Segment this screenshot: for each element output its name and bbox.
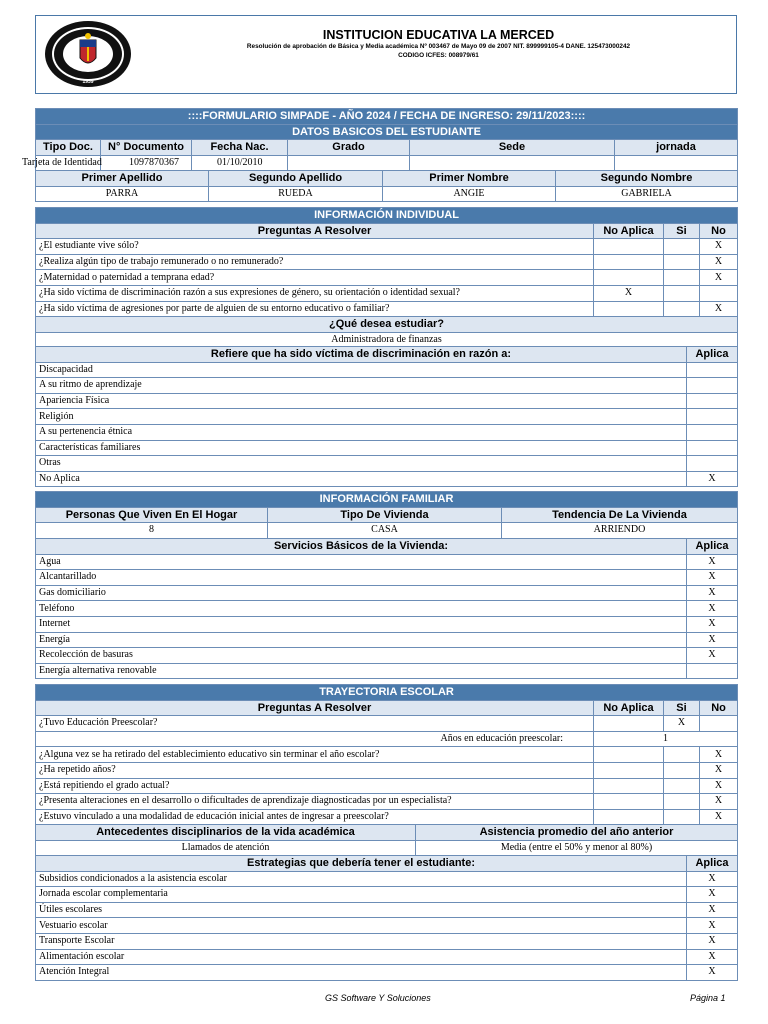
discrimination-aplica <box>687 362 738 378</box>
service-item: Energía <box>36 632 687 648</box>
header-documento: N° Documento <box>101 140 192 156</box>
discrimination-item: Características familiares <box>36 440 687 456</box>
answer-no: X <box>700 778 738 794</box>
answer-si <box>664 301 700 317</box>
discrimination-table <box>35 346 738 487</box>
discrimination-item: Discapacidad <box>36 362 687 378</box>
strategies-table <box>35 855 738 981</box>
strategy-aplica: X <box>687 965 738 981</box>
header-aplica: Aplica <box>687 347 738 363</box>
discipline-attendance-table <box>35 824 738 856</box>
answer-no: X <box>700 270 738 286</box>
header-no: No <box>700 223 738 239</box>
header-personas: Personas Que Viven En El Hogar <box>36 507 268 523</box>
names-table <box>35 170 738 202</box>
answer-no-aplica <box>594 762 664 778</box>
header-si: Si <box>664 700 700 716</box>
answer-no: X <box>700 809 738 825</box>
service-aplica <box>687 663 738 679</box>
header-estrategias: Estrategias que debería tener el estudiante: <box>36 856 687 872</box>
answer-no <box>700 716 738 732</box>
service-item: Internet <box>36 616 687 632</box>
header-grado: Grado <box>288 140 410 156</box>
family-info-title: INFORMACIÓN FAMILIAR <box>36 492 738 508</box>
header-aplica: Aplica <box>687 539 738 555</box>
sede-value <box>410 155 615 171</box>
individual-info-table <box>35 207 738 348</box>
strategy-aplica: X <box>687 871 738 887</box>
answer-no-aplica: X <box>594 285 664 301</box>
question-discriminacion: ¿Ha sido víctima de discriminación razón a sus expresiones de género, su orientación o identidad sexual? <box>36 285 594 301</box>
answer-si <box>664 747 700 763</box>
footer-page-number: Página 1 <box>690 993 726 1003</box>
discrimination-aplica: X <box>687 471 738 487</box>
answer-no: X <box>700 747 738 763</box>
logo-year: 1939 <box>82 79 94 85</box>
header-que-desea-estudiar: ¿Qué desea estudiar? <box>36 317 738 333</box>
header-primer-apellido: Primer Apellido <box>36 171 209 187</box>
institution-name: INSTITUCION EDUCATIVA LA MERCED <box>322 28 555 42</box>
question-repitiendo: ¿Está repitiendo el grado actual? <box>36 778 594 794</box>
header-jornada: jornada <box>615 140 738 156</box>
strategy-item: Atención Integral <box>36 965 687 981</box>
question-trabajo: ¿Realiza algún tipo de trabajo remunerado o no remunerado? <box>36 254 594 270</box>
discrimination-item: Apariencia Física <box>36 393 687 409</box>
answer-no-aplica <box>594 809 664 825</box>
header-discriminacion: Refiere que ha sido víctima de discriminación en razón a: <box>36 347 687 363</box>
tendencia-value: ARRIENDO <box>502 523 738 539</box>
footer-company: GS Software Y Soluciones <box>325 993 431 1003</box>
header-preguntas: Preguntas A Resolver <box>36 700 594 716</box>
school-logo <box>44 20 132 88</box>
question-vive-solo: ¿El estudiante vive sólo? <box>36 239 594 255</box>
discrimination-aplica <box>687 440 738 456</box>
asistencia-value: Media (entre el 50% y menor al 80%) <box>416 840 738 856</box>
strategy-aplica: X <box>687 918 738 934</box>
strategy-aplica: X <box>687 887 738 903</box>
primer-nombre-value: ANGIE <box>383 186 556 202</box>
basic-data-title: DATOS BASICOS DEL ESTUDIANTE <box>36 124 738 140</box>
grado-value <box>288 155 410 171</box>
header-aplica: Aplica <box>687 856 738 872</box>
tipo-doc-value <box>22 155 102 171</box>
strategy-item: Vestuario escolar <box>36 918 687 934</box>
service-aplica: X <box>687 570 738 586</box>
discrimination-item: Otras <box>36 456 687 472</box>
strategy-aplica: X <box>687 949 738 965</box>
discrimination-aplica <box>687 378 738 394</box>
discrimination-aplica <box>687 456 738 472</box>
header-segundo-nombre: Segundo Nombre <box>556 171 738 187</box>
discrimination-item: No Aplica <box>36 471 687 487</box>
answer-no-aplica <box>594 301 664 317</box>
estudiar-value: Administradora de finanzas <box>36 332 738 348</box>
answer-si <box>664 778 700 794</box>
personas-value: 8 <box>36 523 268 539</box>
service-aplica: X <box>687 616 738 632</box>
discrimination-item: A su ritmo de aprendizaje <box>36 378 687 394</box>
question-maternidad: ¿Maternidad o paternidad a temprana edad? <box>36 270 594 286</box>
discrimination-item: A su pertenencia étnica <box>36 424 687 440</box>
answer-no: X <box>700 239 738 255</box>
answer-no-aplica <box>594 254 664 270</box>
anos-preescolar-value: 1 <box>594 731 738 747</box>
service-aplica: X <box>687 648 738 664</box>
strategy-item: Transporte Escolar <box>36 933 687 949</box>
antecedentes-value: Llamados de atención <box>36 840 416 856</box>
answer-si <box>664 762 700 778</box>
header-preguntas: Preguntas A Resolver <box>36 223 594 239</box>
header-fecha-nac: Fecha Nac. <box>192 140 288 156</box>
services-table <box>35 538 738 679</box>
header-asistencia: Asistencia promedio del año anterior <box>416 825 738 841</box>
header-no-aplica: No Aplica <box>594 223 664 239</box>
answer-no-aplica <box>594 794 664 810</box>
service-aplica: X <box>687 554 738 570</box>
answer-no: X <box>700 762 738 778</box>
strategy-aplica: X <box>687 933 738 949</box>
answer-si <box>664 285 700 301</box>
header-no: No <box>700 700 738 716</box>
strategy-item: Alimentación escolar <box>36 949 687 965</box>
answer-no-aplica <box>594 270 664 286</box>
answer-si <box>664 809 700 825</box>
segundo-apellido-value: RUEDA <box>209 186 383 202</box>
answer-si <box>664 794 700 810</box>
header-tipo-vivienda: Tipo De Vivienda <box>268 507 502 523</box>
answer-si <box>664 270 700 286</box>
answer-no <box>700 285 738 301</box>
answer-no-aplica <box>594 239 664 255</box>
discrimination-aplica <box>687 393 738 409</box>
documento-value: 1097870367 <box>101 155 192 171</box>
service-item: Recolección de basuras <box>36 648 687 664</box>
header-segundo-apellido: Segundo Apellido <box>209 171 383 187</box>
service-item: Energía alternativa renovable <box>36 663 687 679</box>
primer-apellido-value: PARRA <box>36 186 209 202</box>
header-primer-nombre: Primer Nombre <box>383 171 556 187</box>
service-item: Teléfono <box>36 601 687 617</box>
header-antecedentes: Antecedentes disciplinarios de la vida académica <box>36 825 416 841</box>
school-trajectory-table <box>35 684 738 825</box>
answer-si: X <box>664 716 700 732</box>
answer-no: X <box>700 254 738 270</box>
question-preescolar: ¿Tuvo Educación Preescolar? <box>36 716 594 732</box>
answer-si <box>664 239 700 255</box>
resolution-text: Resolución de aprobación de Básica y Media académica Nº 003467 de Mayo 09 de 2007 NIT. 899999105-4 DANE. 125473000242 <box>246 43 631 50</box>
anos-preescolar-label: Años en educación preescolar: <box>36 731 594 747</box>
strategy-item: Subsidios condicionados a la asistencia escolar <box>36 871 687 887</box>
question-repetido: ¿Ha repetido años? <box>36 762 594 778</box>
service-item: Agua <box>36 554 687 570</box>
family-info-table <box>35 491 738 539</box>
service-aplica: X <box>687 632 738 648</box>
question-agresiones: ¿Ha sido víctima de agresiones por parte de alguien de su entorno educativo o familiar? <box>36 301 594 317</box>
strategy-item: Jornada escolar complementaria <box>36 887 687 903</box>
answer-no-aplica <box>594 778 664 794</box>
tipo-vivienda-value: CASA <box>268 523 502 539</box>
answer-no-aplica <box>594 716 664 732</box>
discrimination-aplica <box>687 424 738 440</box>
basic-data-table <box>22 108 738 171</box>
header-si: Si <box>664 223 700 239</box>
tipo-doc-text: Tarjeta de Identidad <box>22 157 102 169</box>
discrimination-aplica <box>687 409 738 425</box>
strategy-item: Útiles escolares <box>36 902 687 918</box>
answer-si <box>664 254 700 270</box>
question-retirado: ¿Alguna vez se ha retirado del establecimiento educativo sin terminar el año escolar? <box>36 747 594 763</box>
form-title: ::::FORMULARIO SIMPADE - AÑO 2024 / FECHA DE INGRESO: 29/11/2023:::: <box>36 109 738 125</box>
fecha-nac-value: 01/10/2010 <box>192 155 288 171</box>
service-aplica: X <box>687 601 738 617</box>
header-servicios: Servicios Básicos de la Vivienda: <box>36 539 687 555</box>
individual-info-title: INFORMACIÓN INDIVIDUAL <box>36 208 738 224</box>
strategy-aplica: X <box>687 902 738 918</box>
answer-no-aplica <box>594 747 664 763</box>
service-aplica: X <box>687 585 738 601</box>
discrimination-item: Religión <box>36 409 687 425</box>
service-item: Alcantarillado <box>36 570 687 586</box>
answer-no: X <box>700 794 738 810</box>
header-no-aplica: No Aplica <box>594 700 664 716</box>
jornada-value <box>615 155 738 171</box>
icfes-code: CODIGO ICFES: 008979/61 <box>398 52 479 59</box>
header-tendencia: Tendencia De La Vivienda <box>502 507 738 523</box>
school-trajectory-title: TRAYECTORIA ESCOLAR <box>36 685 738 701</box>
service-item: Gas domiciliario <box>36 585 687 601</box>
answer-no: X <box>700 301 738 317</box>
header-sede: Sede <box>410 140 615 156</box>
header-tipo-doc: Tipo Doc. <box>36 140 101 156</box>
question-alteraciones: ¿Presenta alteraciones en el desarrollo o dificultades de aprendizaje diagnosticadas por un especialista? <box>36 794 594 810</box>
question-educacion-inicial: ¿Estuvo vinculado a una modalidad de educación inicial antes de ingresar a preescolar? <box>36 809 594 825</box>
segundo-nombre-value: GABRIELA <box>556 186 738 202</box>
